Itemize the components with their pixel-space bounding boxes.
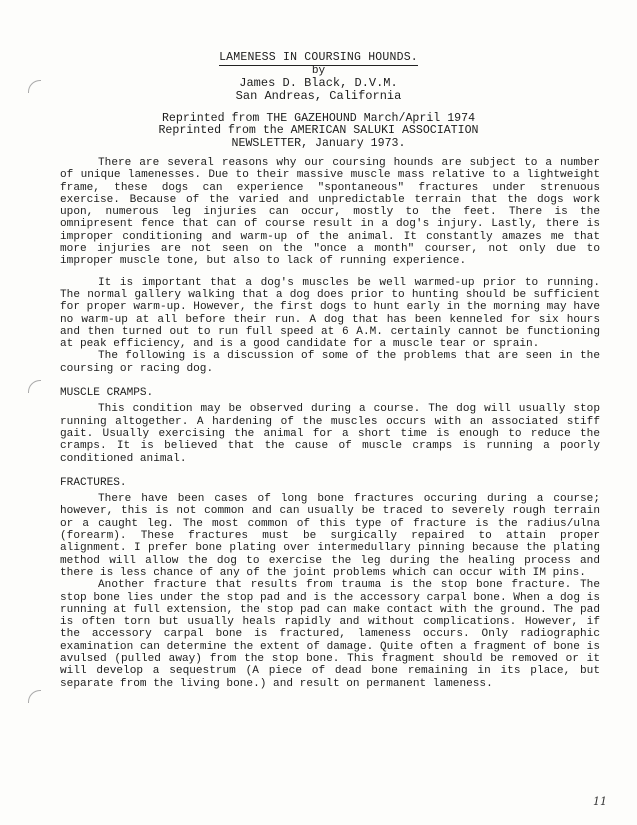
- page-number-mark: 11: [593, 795, 607, 808]
- document-title: LAMENESS IN COURSING HOUNDS.: [219, 51, 418, 64]
- reprint-line: NEWSLETTER, January 1973.: [231, 137, 406, 150]
- author-location: San Andreas, California: [235, 89, 402, 103]
- punch-hole-mark: [28, 380, 41, 393]
- byline-by: by: [311, 65, 326, 77]
- intro-paragraph: There are several reasons why our coursing hounds are subject to a number of unique lamenesses. Due to their massive muscle mass relative to a lightweight frame, these dogs can experience "spontaneous" fractures under strenuous exercise. Because of the varied and unpredictable terrain that the dogs work upon, numerous leg injuries can occur, mostly to the feet. There is the omnipresent fence that can of course result in a dog's injury. Lastly, there is improper conditioning and warm-up of the animal. It constantly amazes me that more injuries are not seen on the "once a month" courser, not only due to improper muscle tone, but also to lack of running experience.: [60, 157, 600, 268]
- author-name: James D. Black, D.V.M.: [239, 76, 398, 90]
- reprint-line: Reprinted from THE GAZEHOUND March/April 1974: [161, 112, 476, 125]
- section-paragraph: Another fracture that results from trauma is the stop bone fracture. The stop bone lies under the stop pad and is the accessory carpal bone. When a dog is running at full extension, the stop pad can make contact with the ground. The pad is often torn but usually heals rapidly and without complications. However, if the accessory carpal bone is fractured, lameness occurs. Only radiographic examination can determine the extent of damage. Quite often a fragment of bone is avulsed (pulled away) from the stop bone. This fragment should be removed or it will develop a sequestrum (A piece of dead bone remaining in its place, but separate from the living bone.) and result on permanent lameness.: [60, 579, 600, 690]
- document-body: [60, 157, 600, 690]
- reprint-line: Reprinted from the AMERICAN SALUKI ASSOCIATION: [158, 124, 479, 137]
- section-heading: MUSCLE CRAMPS.: [60, 387, 154, 400]
- intro-paragraph: The following is a discussion of some of the problems that are seen in the coursing or racing dog.: [60, 350, 600, 375]
- intro-paragraph: It is important that a dog's muscles be well warmed-up prior to running. The normal gallery walking that a dog does prior to hunting should be sufficient for proper warm-up. However, the first dogs to hunt early in the morning may have no warm-up at all before their run. A dog that has been kenneled for six hours and then turned out to run full speed at 6 A.M. certainly cannot be functioning at peak efficiency, and is a good candidate for a muscle tear or sprain.: [60, 276, 600, 351]
- section-paragraph: This condition may be observed during a course. The dog will usually stop running altogether. A hardening of the muscles occurs with an associated stiff gait. Usually exercising the animal for a short time is enough to reduce the cramps. It is believed that the cause of muscle cramps is running a poorly conditioned animal.: [60, 403, 600, 465]
- section-heading: FRACTURES.: [60, 476, 127, 489]
- section-paragraph: There have been cases of long bone fractures occuring during a course; however, this is not common and can usually be traced to severely rough terrain or a caught leg. The most common of this type of fracture is the radius/ulna (forearm). These fractures must be surgically repaired to attain proper alignment. I prefer bone plating over intermedullary pinning because the plating method will allow the dog to exercise the leg during the healing process and there is less chance of any of the joint problems which can occur with IM pins.: [60, 493, 600, 579]
- punch-hole-mark: [28, 690, 41, 703]
